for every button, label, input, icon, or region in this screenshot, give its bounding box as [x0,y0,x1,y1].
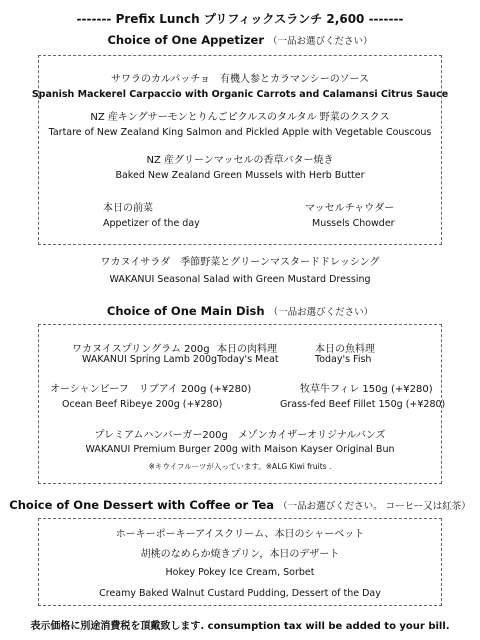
main-2-en: Today's Meat [217,354,279,365]
main-3-jp: 本日の魚料理 [315,344,375,355]
main-5-jp: 牧草牛フィレ 150g (+¥280) [300,384,433,395]
appetizer-3-jp: NZ 産グリーンマッセルの香草バター焼き [146,155,334,166]
appetizer-3-en: Baked New Zealand Green Mussels with Herb Butter [115,170,365,181]
appetizer-4-jp: 本日の前菜 [103,203,153,214]
main-heading-note: （一品お選びください） [268,307,374,318]
appetizer-5-en: Mussels Chowder [312,218,395,229]
main-6-en: WAKANUI Premium Burger 200g with Maison Kayser Original Bun [85,444,395,455]
main-6-jp: プレミアムハンバーガー200g メゾンカイザーオリジナルバンズ [94,430,386,441]
appetizer-1-en: Spanish Mackerel Carpaccio with Organic Carrots and Calamansi Citrus Sauce [31,89,449,100]
main-1-jp: ワカヌイスプリングラム 200g [72,344,210,355]
appetizer-2-en: Tartare of New Zealand King Salmon and Pickled Apple with Vegetable Couscous [48,127,432,138]
appetizer-4-en: Appetizer of the day [103,218,200,229]
main-heading [0,304,480,318]
menu-title: ------- Prefix Lunch プリフィックスランチ 2,600 ------- [76,12,404,26]
dessert-heading-label: Choice of One Dessert with Coffee or Tea [9,498,275,512]
dessert-2-en: Creamy Baked Walnut Custard Pudding, Dessert of the Day [99,588,381,599]
dessert-1-jp: ホーキーポーキーアイスクリーム、本日のシャーベット [115,529,365,540]
main-heading-label: Choice of One Main Dish [106,304,265,318]
appetizer-1-jp: サワラのカルパッチョ 有機人参とカラマンシーのソース [110,74,370,85]
appetizer-heading-note: （一品お選びください） [268,36,373,47]
salad-en: WAKANUI Seasonal Salad with Green Mustard Dressing [109,274,371,285]
dessert-1-en: Hokey Pokey Ice Cream, Sorbet [165,567,315,578]
main-5-en: Grass-fed Beef Fillet 150g (+¥280) [280,399,446,410]
dessert-heading-note: （一品お選びください。 コーヒー又は紅茶） [278,501,471,512]
appetizer-heading-label: Choice of One Appetizer [107,33,264,47]
main-1-en: WAKANUI Spring Lamb 200g [82,354,218,365]
appetizer-2-jp: NZ 産キングサーモンとりんごピクルスのタルタル 野菜のクスクス [90,112,390,123]
salad-jp: ワカヌイサラダ 季節野菜とグリーンマスタードドレッシング [100,257,380,268]
main-4-jp: オーシャンビーフ リブアイ 200g (+¥280) [50,384,252,395]
main-4-en: Ocean Beef Ribeye 200g (+¥280) [62,399,223,410]
main-note: ※キウイフルーツが入っています。※ALG Kiwi fruits . [148,462,332,471]
appetizer-5-jp: マッセルチャウダー [305,203,395,214]
main-3-en: Today's Fish [315,354,372,365]
dessert-2-jp: 胡桃のなめらか焼きプリン，本日のデザート [140,549,340,560]
main-2-jp: 本日の肉料理 [217,344,277,355]
appetizer-heading [0,33,480,47]
footer-tax-note: 表示価格に別途消費税を頂戴致します. consumption tax will be added to your bill. [30,621,450,632]
dessert-heading [0,498,480,512]
